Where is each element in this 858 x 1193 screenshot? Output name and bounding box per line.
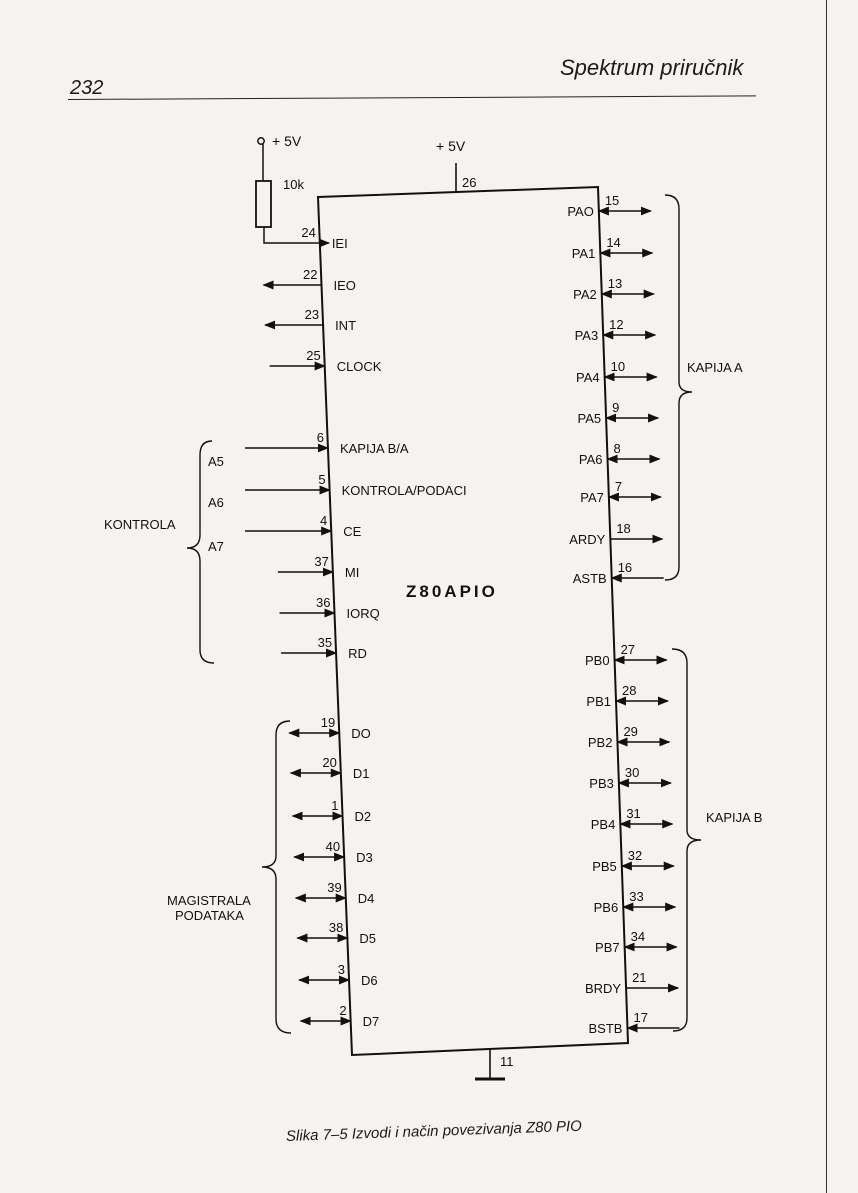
- pin-name-brdy: BRDY: [584, 981, 622, 996]
- pin-kontrola-podaci: [208, 472, 467, 510]
- pin-number-35: 35: [317, 635, 333, 650]
- pin-name-rd: RD: [348, 646, 367, 661]
- pin-number-28: 28: [622, 683, 637, 698]
- kapija-b-label: KAPIJA B: [706, 810, 763, 825]
- pin-number-37: 37: [314, 554, 329, 569]
- ground-pin-number: 11: [500, 1054, 514, 1069]
- pin-number-31: 31: [626, 806, 641, 821]
- pin-name-pb6: PB6: [593, 900, 619, 915]
- pin-name-ardy: ARDY: [569, 532, 606, 547]
- pin-pa4: [576, 359, 657, 385]
- pin-name-d5: D5: [359, 931, 376, 946]
- pullup-resistor: [256, 181, 271, 227]
- pin-number-13: 13: [607, 276, 623, 291]
- vcc-top-label: + 5V: [436, 138, 466, 154]
- pin-pa3: [575, 317, 656, 343]
- pin-d1: [291, 755, 370, 781]
- pin-name-d6: D6: [361, 973, 378, 988]
- brace-data-bus: [262, 721, 291, 1033]
- pin-pb6: [594, 889, 676, 915]
- pin-name-pb5: PB5: [592, 859, 617, 874]
- pin-mi: [278, 554, 359, 580]
- pin-astb: [573, 560, 664, 586]
- pin-number-23: 23: [304, 307, 320, 322]
- pin-number-38: 38: [328, 920, 344, 935]
- pin-kapija-b-a: [208, 430, 409, 469]
- pin-name-mi: MI: [344, 565, 360, 580]
- pin-d5: [297, 920, 376, 946]
- pin-pb7: [595, 929, 677, 955]
- pin-pa2: [573, 276, 654, 302]
- pin-pb0: [585, 642, 667, 668]
- chip-name: Z80APIO: [406, 582, 498, 601]
- pin-name-pa3: PA3: [574, 328, 599, 343]
- pin-number-4: 4: [320, 513, 328, 528]
- pin-name-d1: D1: [352, 766, 370, 781]
- pin-number-3: 3: [337, 962, 346, 977]
- pin-rd: [281, 635, 367, 661]
- pin-number-21: 21: [632, 970, 647, 985]
- pin-d2: [293, 798, 372, 824]
- bus-label-line1: MAGISTRALA: [167, 893, 251, 908]
- pin-name-pa7: PA7: [580, 490, 604, 505]
- pin-pa1: [572, 235, 653, 261]
- pin-number-27: 27: [620, 642, 636, 657]
- bus-label-line2: PODATAKA: [175, 908, 244, 923]
- figure-caption: Slika 7–5 Izvodi i način povezivanja Z80 PIO: [285, 1117, 583, 1145]
- pin-d3: [294, 839, 373, 865]
- pin-name-pb2: PB2: [587, 735, 613, 750]
- signal-label-a7: A7: [208, 539, 224, 554]
- pin-number-7: 7: [614, 479, 623, 494]
- pin-name-pb7: PB7: [595, 940, 620, 955]
- pin-pb5: [592, 848, 674, 874]
- pin-number-9: 9: [612, 400, 620, 415]
- pin-name-int: INT: [335, 318, 357, 333]
- pin-number-20: 20: [322, 755, 337, 770]
- left-pin-group: [208, 225, 467, 1029]
- pin-number-18: 18: [616, 521, 631, 536]
- pin-number-32: 32: [627, 848, 643, 863]
- pin-number-8: 8: [613, 441, 621, 456]
- kapija-a-label: KAPIJA A: [687, 360, 743, 375]
- pin-pb2: [588, 724, 670, 750]
- pin-name-pa5: PA5: [577, 411, 602, 426]
- pin-number-24: 24: [301, 225, 316, 240]
- pin-name-pb4: PB4: [590, 817, 616, 832]
- pin-name-pa4: PA4: [576, 370, 600, 385]
- pin-pb1: [586, 683, 668, 709]
- pin-name-clock: CLOCK: [336, 359, 382, 374]
- pin-pb4: [591, 806, 673, 832]
- pin-pb3: [589, 765, 671, 791]
- pin-brdy: [585, 970, 678, 996]
- pin-number-2: 2: [339, 1003, 347, 1018]
- pin-name-pa2: PA2: [573, 287, 597, 302]
- pin-d6: [299, 962, 378, 988]
- pin-name-d4: D4: [357, 891, 375, 906]
- pin-name-ieo: IEO: [333, 278, 356, 293]
- resistor-value: 10k: [283, 177, 304, 192]
- pin-name-kapija-b-a: KAPIJA B/A: [339, 441, 409, 456]
- supply-pin-number: 26: [462, 175, 477, 190]
- pin-number-12: 12: [609, 317, 624, 332]
- pin-int: [265, 307, 356, 333]
- pin-do: [289, 715, 371, 741]
- pin-number-1: 1: [331, 798, 339, 813]
- pin-number-29: 29: [623, 724, 638, 739]
- pin-number-5: 5: [318, 472, 326, 487]
- pin-number-17: 17: [633, 1010, 648, 1025]
- pin-name-astb: ASTB: [572, 571, 607, 586]
- pin-pa5: [577, 400, 658, 426]
- pin-number-22: 22: [303, 267, 318, 282]
- pin-number-40: 40: [325, 839, 341, 854]
- pin-name-iorq: IORQ: [346, 606, 380, 621]
- pin-number-25: 25: [306, 348, 321, 363]
- vcc-terminal: [258, 138, 264, 144]
- pin-name-pao: PAO: [567, 204, 594, 219]
- pin-name-d3: D3: [356, 850, 373, 865]
- pin-ardy: [569, 521, 662, 547]
- pin-d4: [296, 880, 375, 906]
- pin-name-pb3: PB3: [589, 776, 614, 791]
- pin-pa6: [579, 441, 660, 467]
- pin-name-ce: CE: [343, 524, 362, 539]
- pin-number-39: 39: [327, 880, 342, 895]
- pin-number-14: 14: [606, 235, 621, 250]
- pin-number-36: 36: [316, 595, 331, 610]
- brace-kapija-a: [665, 195, 692, 580]
- pin-name-pb0: PB0: [584, 653, 610, 668]
- pin-number-6: 6: [316, 430, 324, 445]
- pin-name-iei: IEI: [331, 236, 348, 251]
- pin-number-10: 10: [610, 359, 626, 374]
- pin-iei: [301, 225, 347, 251]
- book-title: Spektrum priručnik: [560, 55, 744, 80]
- signal-label-a5: A5: [208, 454, 224, 469]
- brace-kapija-b: [672, 649, 701, 1031]
- pin-ce: [208, 513, 362, 554]
- pin-number-34: 34: [630, 929, 646, 944]
- pin-name-pa6: PA6: [578, 452, 603, 467]
- pin-number-16: 16: [617, 560, 633, 575]
- pin-number-15: 15: [604, 193, 620, 208]
- signal-label-a6: A6: [208, 495, 224, 510]
- pin-name-do: DO: [351, 726, 371, 741]
- pin-name-d2: D2: [354, 809, 372, 824]
- pin-name-pa1: PA1: [571, 246, 596, 261]
- pin-iorq: [279, 595, 379, 621]
- pin-number-19: 19: [320, 715, 336, 730]
- kontrola-label: KONTROLA: [104, 517, 176, 532]
- pin-number-30: 30: [624, 765, 640, 780]
- pin-pa7: [580, 479, 661, 505]
- pin-bstb: [589, 1010, 680, 1036]
- pin-pao: [567, 193, 651, 219]
- pin-name-d7: D7: [362, 1014, 380, 1029]
- pin-name-bstb: BSTB: [588, 1021, 623, 1036]
- page-number: 232: [70, 77, 104, 99]
- pin-d7: [301, 1003, 380, 1029]
- pin-ieo: [263, 267, 355, 293]
- vcc-resistor-label: + 5V: [272, 133, 302, 149]
- pin-name-pb1: PB1: [586, 694, 612, 709]
- pin-number-33: 33: [629, 889, 644, 904]
- pin-name-kontrola-podaci: KONTROLA/PODACI: [341, 483, 467, 498]
